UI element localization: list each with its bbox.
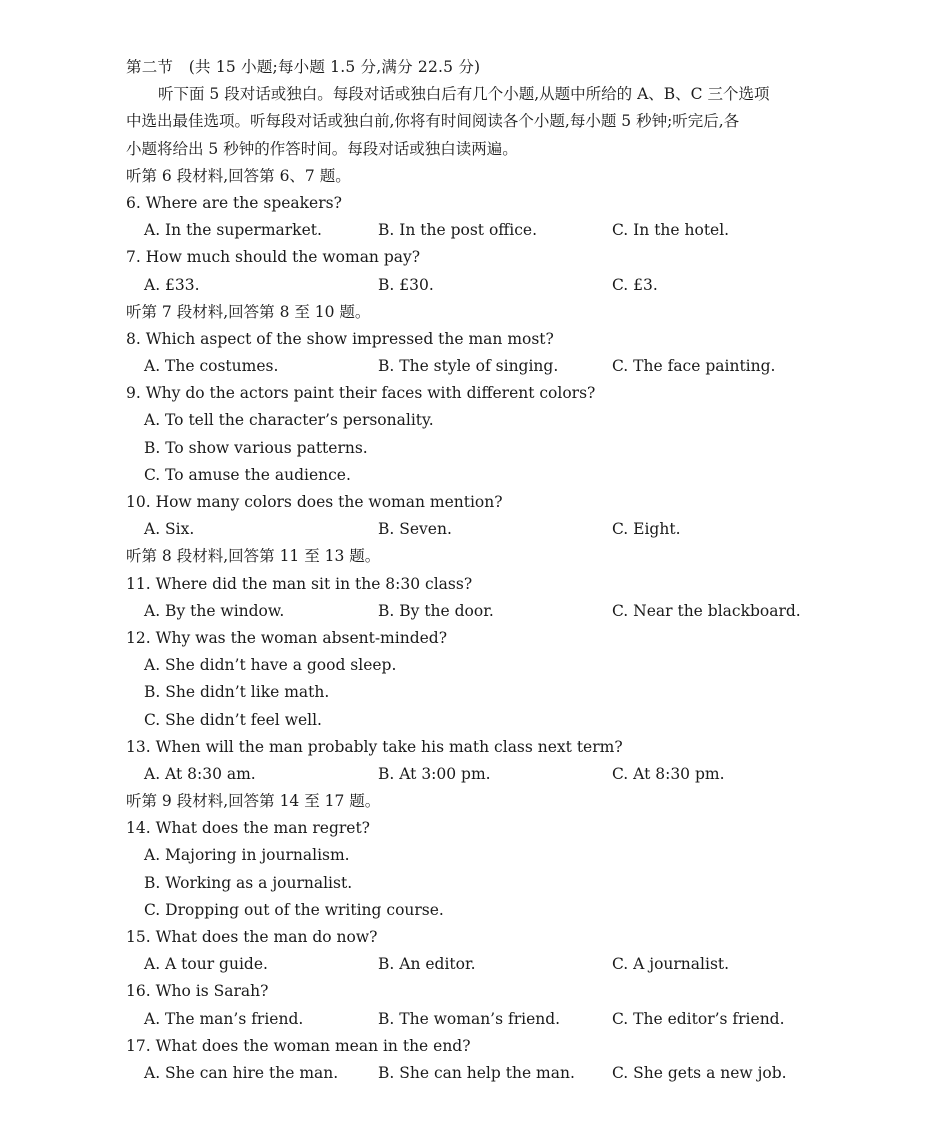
option-a: A. £33. (144, 275, 200, 294)
question-text: 7. How much should the woman pay? (126, 248, 421, 267)
question-text: 13. When will the man probably take his math class next term? (126, 737, 623, 756)
option-b: B. £30. (378, 275, 434, 294)
option-c: C. She didn’t feel well. (144, 710, 322, 729)
option-c: C. At 8:30 pm. (612, 764, 725, 783)
options-row (126, 1060, 846, 1087)
option-c: C. She gets a new job. (612, 1063, 787, 1082)
section-title: 第二节 (共 15 小题;每小题 1.5 分,满分 22.5 分) (126, 58, 481, 76)
option-b: B. The woman’s friend. (378, 1009, 561, 1028)
option-a: A. In the supermarket. (144, 221, 322, 240)
option-b: B. To show various patterns. (144, 438, 368, 457)
question-text: 8. Which aspect of the show impressed the man most? (126, 329, 554, 348)
option-c: C. Dropping out of the writing course. (144, 900, 444, 919)
option-c: C. The face painting. (612, 357, 776, 376)
question-text: 16. Who is Sarah? (126, 982, 269, 1001)
question-text: 17. What does the woman mean in the end? (126, 1036, 471, 1055)
option-a: A. At 8:30 am. (144, 764, 256, 783)
question-text: 6. Where are the speakers? (126, 193, 342, 212)
instructions-line-2: 中选出最佳选项。听每段对话或独白前,你将有时间阅读各个小题,每小题 5 秒钟;听完后,各 (126, 112, 740, 131)
material-heading: 听第 7 段材料,回答第 8 至 10 题。 (126, 302, 371, 321)
question-text: 15. What does the man do now? (126, 928, 378, 946)
instructions-line-3: 小题将给出 5 秒钟的作答时间。每段对话或独白读两遍。 (126, 139, 518, 158)
option-c: C. Near the blackboard. (612, 601, 801, 620)
option-c: C. In the hotel. (612, 221, 730, 240)
option-c: C. A journalist. (612, 955, 730, 974)
option-b: B. At 3:00 pm. (378, 764, 491, 783)
option-b: B. Seven. (378, 520, 452, 539)
option-a: A. The man’s friend. (144, 1009, 304, 1028)
options-row (126, 516, 846, 543)
options-row (126, 951, 846, 978)
option-c: C. To amuse the audience. (144, 465, 351, 484)
option-c: C. The editor’s friend. (612, 1009, 785, 1028)
option-a: A. By the window. (144, 601, 285, 620)
option-a: A. She can hire the man. (144, 1063, 339, 1082)
question-text: 10. How many colors does the woman mention? (126, 493, 503, 511)
option-b: B. She didn’t like math. (144, 683, 330, 702)
options-row (126, 217, 846, 244)
options-row (126, 761, 846, 788)
material-heading: 听第 8 段材料,回答第 11 至 13 题。 (126, 547, 381, 566)
options-row (126, 353, 846, 380)
option-b: B. She can help the man. (378, 1063, 575, 1082)
option-a: A. A tour guide. (144, 955, 268, 974)
question-text: 9. Why do the actors paint their faces with different colors? (126, 384, 596, 403)
option-b: B. An editor. (378, 955, 476, 974)
instructions-line-1: 听下面 5 段对话或独白。每段对话或独白后有几个小题,从题中所给的 A、B、C 三个选项 (158, 85, 770, 104)
options-row (126, 272, 846, 299)
question-text: 14. What does the man regret? (126, 819, 370, 838)
option-b: B. Working as a journalist. (144, 873, 353, 892)
options-row (126, 598, 846, 625)
option-b: B. By the door. (378, 601, 494, 620)
option-b: B. The style of singing. (378, 357, 559, 376)
question-text: 11. Where did the man sit in the 8:30 class? (126, 574, 473, 593)
option-a: A. She didn’t have a good sleep. (144, 656, 397, 675)
options-row (126, 1006, 846, 1033)
material-heading: 听第 6 段材料,回答第 6、7 题。 (126, 166, 351, 185)
option-c: C. £3. (612, 275, 658, 294)
option-a: A. The costumes. (144, 357, 279, 376)
option-a: A. Six. (144, 520, 195, 539)
option-a: A. Majoring in journalism. (144, 846, 350, 865)
question-text: 12. Why was the woman absent-minded? (126, 628, 448, 647)
option-b: B. In the post office. (378, 221, 538, 240)
option-c: C. Eight. (612, 520, 681, 539)
material-heading: 听第 9 段材料,回答第 14 至 17 题。 (126, 792, 381, 811)
option-a: A. To tell the character’s personality. (144, 411, 434, 430)
exam-page (126, 54, 846, 1087)
